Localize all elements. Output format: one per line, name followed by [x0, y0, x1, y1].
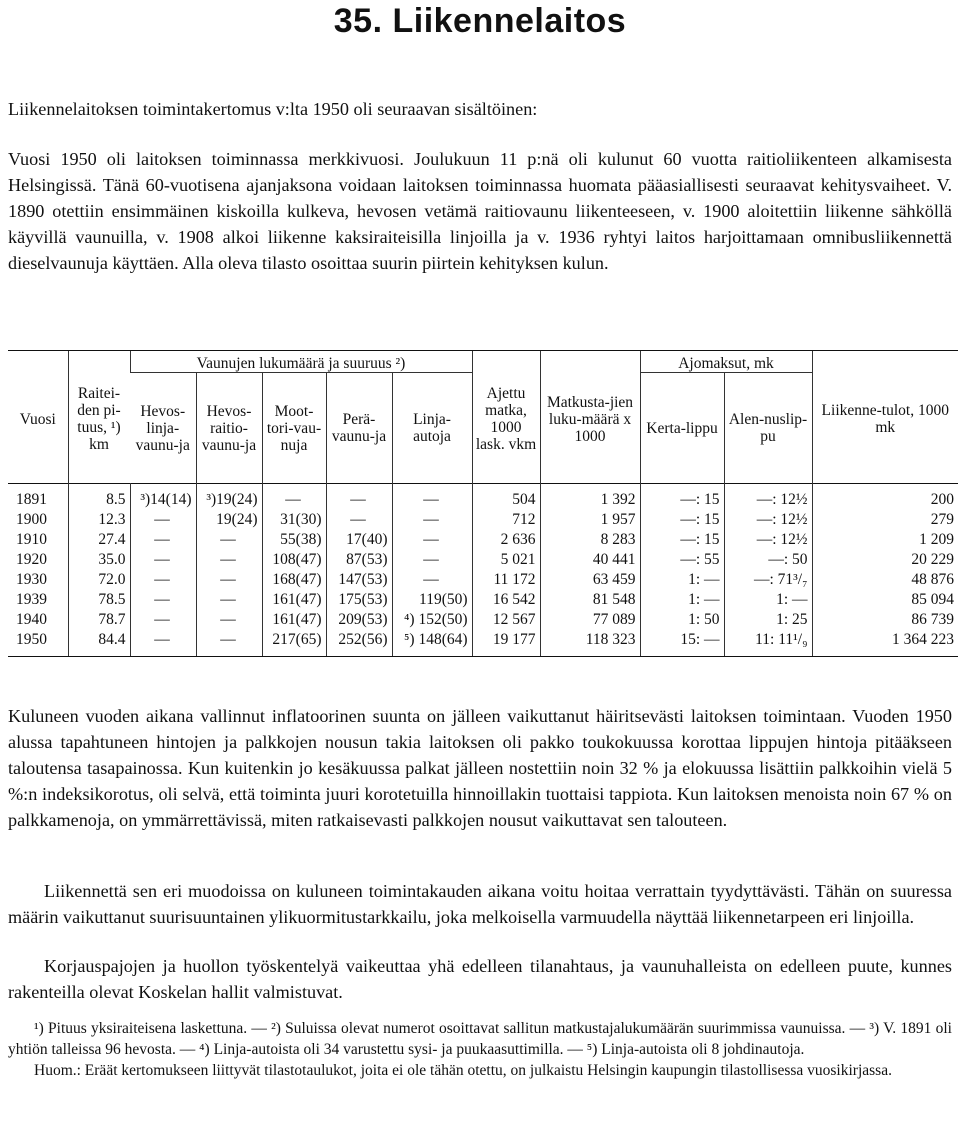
cell: 118 323	[540, 630, 640, 656]
cell: 1: —	[640, 570, 724, 590]
cell: 85 094	[812, 590, 958, 610]
cell: 77 089	[540, 610, 640, 630]
cell: —: 15	[640, 530, 724, 550]
cell: —	[392, 550, 472, 570]
cell: 15: —	[640, 630, 724, 656]
cell: 1 957	[540, 510, 640, 530]
cell: 1 209	[812, 530, 958, 550]
cell: —	[326, 484, 392, 511]
footnotes	[8, 1018, 952, 1081]
cell: 12.3	[68, 510, 130, 530]
cell: —	[392, 510, 472, 530]
table-row	[8, 610, 958, 630]
cell: —: 15	[640, 484, 724, 511]
cell: 17(40)	[326, 530, 392, 550]
cell: 1 392	[540, 484, 640, 511]
header-raiteiden-pituus: Raitei-den pi-tuus, ¹) km	[68, 351, 130, 484]
inflation-paragraph: Kuluneen vuoden aikana vallinnut inflatoorinen suunta on jälleen vaikuttanut häiritsevästi laitoksen toimintaan. Vuoden 1950 alussa tapahtuneen hintojen ja palkkojen nousun takia laitoksen oli pakko toukokuussa korottaa lippujen hintoja pitääkseen taloutensa tasapainossa. Kun kuitenkin jo kesäkuussa palkat jälleen nostettiin noin 32 % ja elokuussa lisättiin palkkoihin vielä 5 %:n indeksikorotus, oli selvä, että toiminta juuri korotetuilla hinnoillakin tuottaisi tappiota. Kun laitoksen menoista noin 67 % on palkkamenoja, on ymmärrettävissä, miten ratkaisevasti palkkojen nousut vaikuttavat sen talouteen.	[8, 706, 952, 830]
header-matkustajien: Matkusta-jien luku-määrä x 1000	[540, 351, 640, 484]
cell: 84.4	[68, 630, 130, 656]
cell: —: 15	[640, 510, 724, 530]
cell: —	[196, 610, 262, 630]
statistics-table	[8, 350, 958, 657]
cell: 55(38)	[262, 530, 326, 550]
cell: 11: 11¹/₉	[724, 630, 812, 656]
header-ajettu-matka: Ajettu matka, 1000 lask. vkm	[472, 351, 540, 484]
cell: —	[196, 630, 262, 656]
footnote-text: ¹) Pituus yksiraiteisena laskettuna. — ²) Suluissa olevat numerot osoittavat sallitun matkustajalukumäärän suurimmissa vaunuissa. — ³) V. 1891 oli yhtiön talleissa 96 hevosta. — ⁴) Linja-autoista oli 34 varustettu sysi- ja puukaasuttimilla. — ⁵) Linja-autoista oli 8 johdinautoja.	[8, 1020, 952, 1058]
cell: —	[392, 484, 472, 511]
cell: 78.7	[68, 610, 130, 630]
cell: 168(47)	[262, 570, 326, 590]
table-row	[8, 550, 958, 570]
cell: 81 548	[540, 590, 640, 610]
workshop-paragraph: Korjauspajojen ja huollon työskentelyä vaikeuttaa yhä edelleen tilanahtaus, ja vaunuhalleista on edelleen puute, kunnes rakenteilla olevat Koskelan hallit valmistuvat.	[8, 956, 952, 1002]
cell: 35.0	[68, 550, 130, 570]
cell: ³)19(24)	[196, 484, 262, 511]
cell: 504	[472, 484, 540, 511]
cell: 119(50)	[392, 590, 472, 610]
cell: 11 172	[472, 570, 540, 590]
huom-note: Huom.: Eräät kertomukseen liittyvät tilastotaulukot, joita ei ole tähän otettu, on julkaistu Helsingin kaupungin tilastollisessa vuosikirjassa.	[34, 1062, 892, 1079]
cell: 31(30)	[262, 510, 326, 530]
cell: ⁵) 148(64)	[392, 630, 472, 656]
table-row	[8, 530, 958, 550]
cell: —: 12½	[724, 484, 812, 511]
header-peravaunuja: Perä-vaunu-ja	[326, 373, 392, 484]
cell: —	[130, 530, 196, 550]
cell: 5 021	[472, 550, 540, 570]
cell: 19(24)	[196, 510, 262, 530]
cell: —: 55	[640, 550, 724, 570]
cell: 1939	[16, 591, 47, 608]
cell: 8 283	[540, 530, 640, 550]
cell: —: 12½	[724, 530, 812, 550]
cell: —	[130, 510, 196, 530]
cell: 87(53)	[326, 550, 392, 570]
header-alennuslippu: Alen-nuslip-pu	[724, 373, 812, 484]
cell: —	[326, 510, 392, 530]
traffic-paragraph: Liikennettä sen eri muodoissa on kuluneen toimintakauden aikana voitu hoitaa verrattain tyydyttävästi. Tähän on suuressa määrin vaikuttanut suurisuuntainen ylikuormitustarkkailu, joka melkoisella varmuudella näyttää liikennetarpeen eri linjoilla.	[8, 881, 952, 927]
cell: 2 636	[472, 530, 540, 550]
cell: —	[392, 570, 472, 590]
cell: —	[130, 610, 196, 630]
cell: 252(56)	[326, 630, 392, 656]
header-vuosi: Vuosi	[19, 410, 56, 428]
page-title: 35. Liikennelaitos	[333, 2, 627, 40]
cell: 217(65)	[262, 630, 326, 656]
cell: —: 12½	[724, 510, 812, 530]
cell: 712	[472, 510, 540, 530]
cell: 19 177	[472, 630, 540, 656]
cell: —: 50	[724, 550, 812, 570]
cell: 1: 50	[640, 610, 724, 630]
cell: 161(47)	[262, 610, 326, 630]
cell: —	[130, 550, 196, 570]
cell: 8.5	[68, 484, 130, 511]
cell: —	[130, 590, 196, 610]
cell: ⁴) 152(50)	[392, 610, 472, 630]
cell: 27.4	[68, 530, 130, 550]
cell: 1900	[16, 511, 47, 528]
cell: —	[196, 570, 262, 590]
header-hevosraitiovaunuja: Hevos-raitio-vaunu-ja	[196, 373, 262, 484]
cell: 40 441	[540, 550, 640, 570]
cell: 147(53)	[326, 570, 392, 590]
table-row	[8, 510, 958, 530]
cell: 161(47)	[262, 590, 326, 610]
cell: 279	[812, 510, 958, 530]
cell: 12 567	[472, 610, 540, 630]
header-vaunujen-group: Vaunujen lukumäärä ja suuruus ²)	[130, 351, 472, 373]
cell: —	[262, 484, 326, 511]
cell: —	[130, 570, 196, 590]
cell: —	[130, 630, 196, 656]
table-row	[8, 630, 958, 656]
table-row	[8, 484, 958, 511]
cell: 175(53)	[326, 590, 392, 610]
cell: 1940	[16, 611, 47, 628]
cell: 1: 25	[724, 610, 812, 630]
cell: 1891	[16, 491, 47, 508]
cell: 1910	[16, 531, 47, 548]
cell: —	[196, 590, 262, 610]
cell: 1920	[16, 551, 47, 568]
cell: 78.5	[68, 590, 130, 610]
cell: —: 71³/₇	[724, 570, 812, 590]
cell: —	[196, 530, 262, 550]
cell: ³)14(14)	[130, 484, 196, 511]
cell: 209(53)	[326, 610, 392, 630]
header-ajomaksut-group: Ajomaksut, mk	[640, 351, 812, 373]
table-row	[8, 570, 958, 590]
cell: 1930	[16, 571, 47, 588]
cell: 1950	[16, 631, 47, 648]
cell: 86 739	[812, 610, 958, 630]
header-kertalippu: Kerta-lippu	[640, 373, 724, 484]
history-paragraph: Vuosi 1950 oli laitoksen toiminnassa merkkivuosi. Joulukuun 11 p:nä oli kulunut 60 vuotta raitioliikenteen alkamisesta Helsingissä. Tänä 60-vuotisena ajanjaksona voidaan laitoksen toiminnassa huomata pääasiallisesti seuraavat kehitysvaiheet. V. 1890 otettiin ensimmäinen kiskoilla kulkeva, hevosen vetämä raitiovaunu liikenteeseen, v. 1900 aloitettiin liikenne sähköllä käyvillä vaunuilla, v. 1908 alkoi liikenne kaksiraiteisilla linjoilla ja v. 1936 ryhtyi laitos harjoittamaan omnibusliikennettä dieselvaunuja käyttäen. Alla oleva tilasto osoittaa suurin piirtein kehityksen kulun.	[8, 149, 952, 273]
cell: 16 542	[472, 590, 540, 610]
cell: 1: —	[640, 590, 724, 610]
cell: 108(47)	[262, 550, 326, 570]
cell: 1 364 223	[812, 630, 958, 656]
cell: —	[392, 530, 472, 550]
header-liikennetulot: Liikenne-tulot, 1000 mk	[812, 351, 958, 484]
cell: —	[196, 550, 262, 570]
cell: 63 459	[540, 570, 640, 590]
header-linja-autoja: Linja-autoja	[392, 373, 472, 484]
header-moottorivaunuja: Moot-tori-vau-nuja	[262, 373, 326, 484]
cell: 1: —	[724, 590, 812, 610]
cell: 72.0	[68, 570, 130, 590]
intro-paragraph: Liikennelaitoksen toimintakertomus v:lta 1950 oli seuraavan sisältöinen:	[8, 99, 538, 119]
cell: 48 876	[812, 570, 958, 590]
cell: 20 229	[812, 550, 958, 570]
table-row	[8, 590, 958, 610]
header-hevoslinjavaunuja: Hevos-linja-vaunu-ja	[135, 402, 190, 454]
cell: 200	[812, 484, 958, 511]
